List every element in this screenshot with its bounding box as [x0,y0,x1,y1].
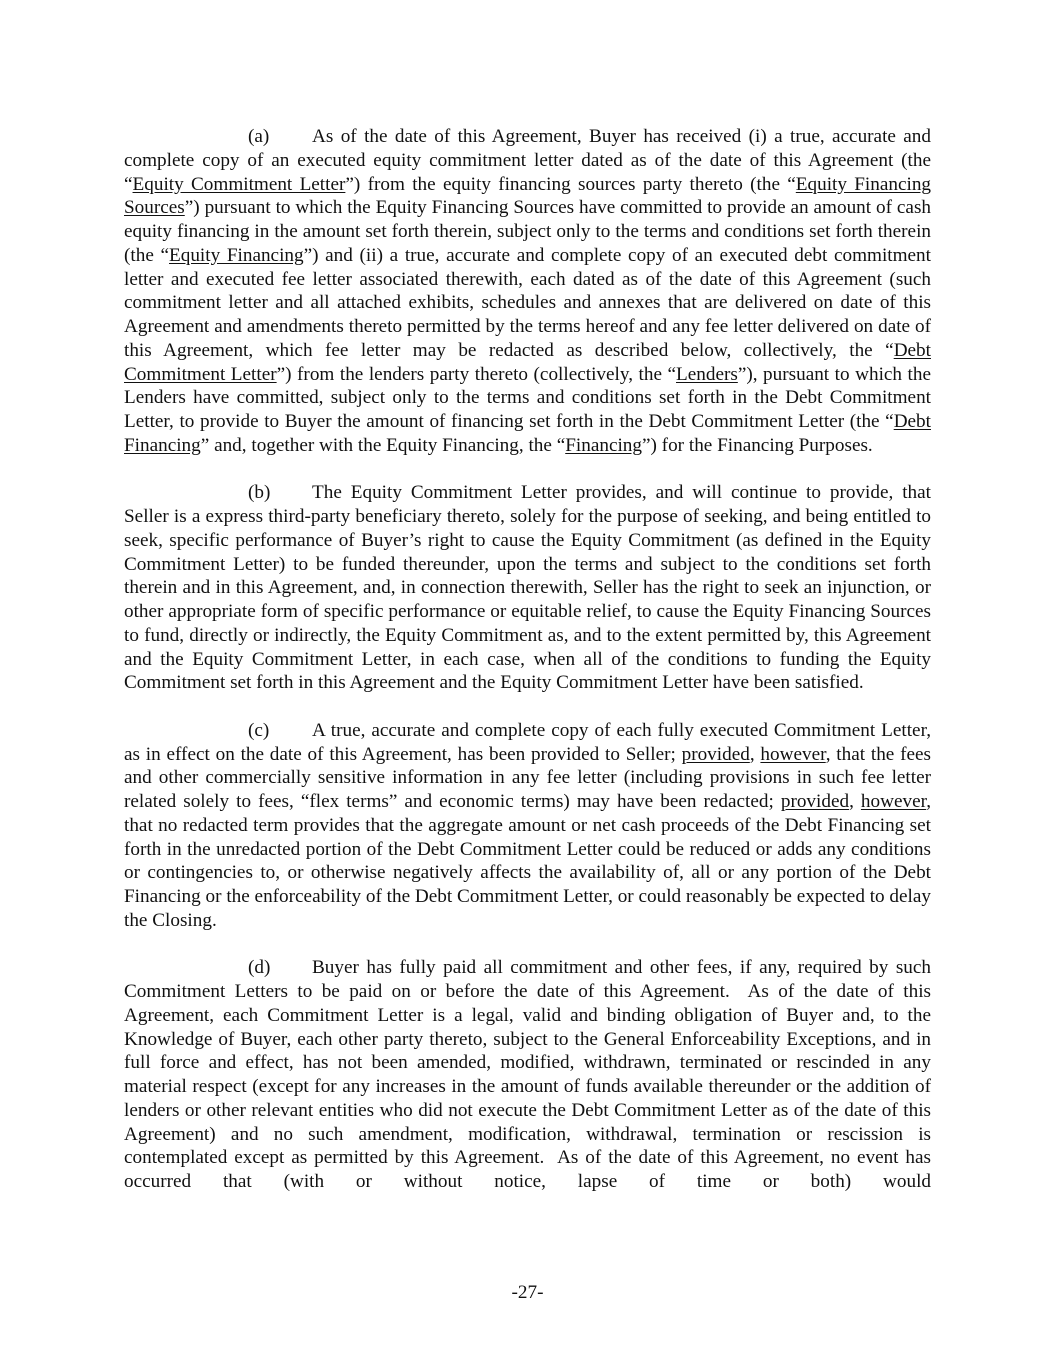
emphasis-term: however [860,791,927,812]
paragraph-label: (b) [248,482,271,504]
paragraph-label: (c) [248,719,270,741]
defined-term: Debt Financing [124,411,931,456]
page-number: -27- [511,1282,544,1303]
emphasis-term: provided [681,743,750,765]
paragraph-d: (d) Buyer has fully paid all commitment and other fees, if any, required by such Commitment Letters to be paid on or before the date of this Agreement. As of the date of this Agreement, each Commitment Letter is a legal, valid and binding obligation of Buyer and, to the Knowledge of Buyer, each other party thereto, subject to the General Enforceability Exceptions, and in full force and effect, has not been amended, modified, withdrawn, terminated or rescinded in any material respect (except for any increases in the amount of funds available thereunder or the addition of lenders or other relevant entities who did not execute the Debt Commitment Letter as of the date of this Agreement) and no such amendment, modification, withdrawal, termination or rescission is contemplated except as permitted by this Agreement. As of the date of this Agreement, no event has occurred that (with or without notice, lapse of time or both) would [124,957,931,1192]
paragraph-c: (c) A true, accurate and complete copy of each fully executed Commitment Letter, as in effect on the date of this Agreement, has been provided to Seller; provided, however, that the fees and other commercially sensitive information in any fee letter (including provisions in such fee letter related solely to fees, “flex terms” and economic terms) may have been redacted; provided, however, that no redacted term provides that the aggregate amount or net cash proceeds of the Debt Financing set forth in the unredacted portion of the Debt Commitment Letter could be reduced or adds any conditions or contingencies to, or otherwise negatively affects the availability of, all or any portion of the Debt Financing or the enforceability of the Debt Commitment Letter, or could reasonably be expected to delay the Closing. [124,719,932,931]
defined-term: Equity Financing Sources [124,173,932,219]
emphasis-term: however [760,743,826,765]
paragraph-label: (a) [248,126,270,147]
paragraph-b: (b) The Equity Commitment Letter provides, and will continue to provide, that Seller is a express third-party beneficiary thereto, solely for the purpose of seeking, and being entitled to seek, specific performance of Buyer’s right to cause the Equity Commitment (as defined in the Equity Commitment Letter) to be funded thereunder, upon the terms and subject to the conditions set forth therein and in this Agreement, and, in connection therewith, Seller has the right to seek an injunction, or other appropriate form of specific performance or equitable relief, to cause the Equity Financing Sources to fund, directly or indirectly, the Equity Commitment as, and to the extent permitted by, this Agreement and the Equity Commitment Letter, in each case, when all of the conditions to funding the Equity Commitment set forth in this Agreement and the Equity Commitment Letter have been satisfied. [124,482,931,694]
defined-term: Debt Commitment Letter [124,339,931,385]
defined-term: Financing [565,434,642,456]
paragraph-a: (a) As of the date of this Agreement, Buyer has received (i) a true, accurate and complete copy of an executed equity commitment letter dated as of the date of this Agreement (the “Equity Commitment Letter”) from the equity financing sources party thereto (the “Equity Financing Sources”) pursuant to which the Equity Financing Sources have committed to provide an amount of cash equity financing in the amount set forth therein, subject only to the terms and conditions set forth therein (the “Equity Financing”) and (ii) a true, accurate and complete copy of an executed debt commitment letter and executed fee letter associated therewith, each dated as of the date of this Agreement (such commitment letter and all attached exhibits, schedules and annexes that are delivered on date of this Agreement and amendments thereto permitted by the terms hereof and any fee letter delivered on date of this Agreement, which fee letter may be redacted as described below, collectively, the “Debt Commitment Letter”) from the lenders party thereto (collectively, the “Lenders”), pursuant to which the Lenders have committed, subject only to the terms and conditions set forth in the Debt Commitment Letter, to provide to Buyer the amount of financing set forth in the Debt Commitment Letter (the “Debt Financing” and, together with the Equity Financing, the “Financing”) for the Financing Purposes. [124,126,932,456]
paragraph-label: (d) [248,957,271,979]
defined-term: Lenders [676,363,738,385]
document-page [124,125,931,1218]
defined-term: Equity Commitment Letter [132,173,346,195]
defined-term: Equity Financing [169,244,304,266]
emphasis-term: provided [780,791,850,812]
